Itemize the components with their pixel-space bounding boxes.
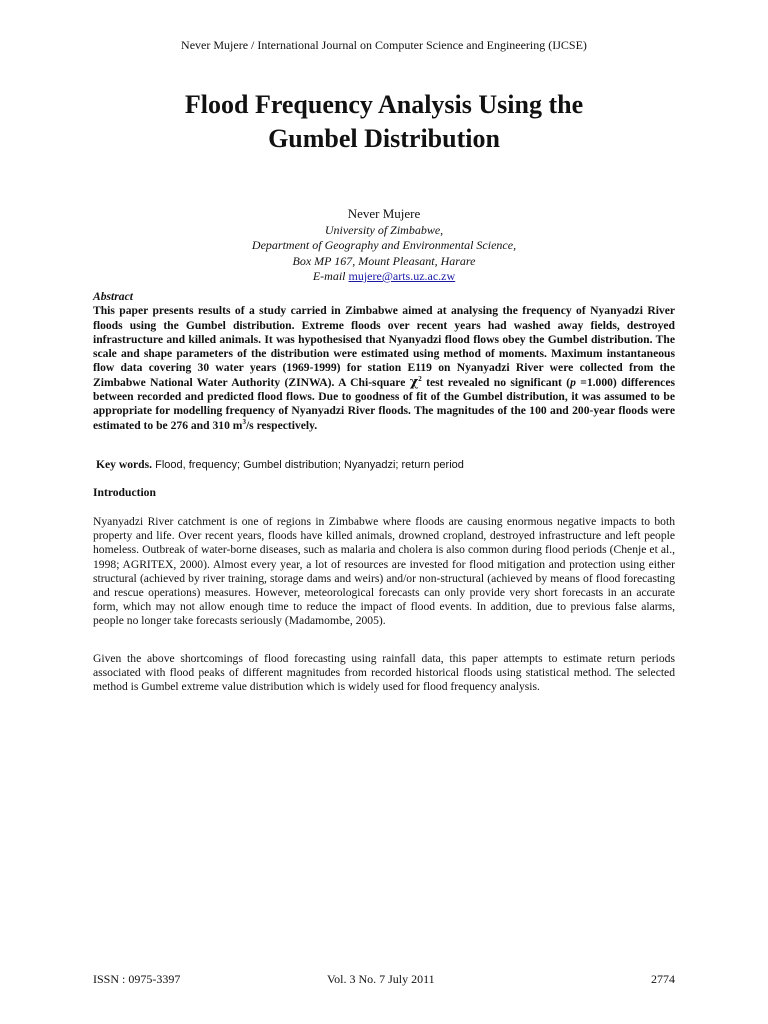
chi-square-symbol: χ	[409, 374, 419, 390]
introduction-heading: Introduction	[93, 486, 156, 499]
introduction-paragraph-2: Given the above shortcomings of flood forecasting using rainfall data, this paper attempts to estimate return periods associated with flood peaks of different magnitudes from recorded historical floods using statistical method. The selected method is Gumbel extreme value distribution which is widely used for flood frequency analysis.	[93, 652, 675, 694]
keywords-label: Key words.	[96, 458, 153, 471]
affiliation-university: University of Zimbabwe,	[324, 222, 444, 237]
paper-title	[0, 88, 768, 156]
email-label: E-mail	[312, 269, 349, 283]
unit-superscript: 3	[242, 417, 246, 426]
abstract-heading: Abstract	[93, 290, 133, 303]
author-name: Never Mujere	[347, 206, 421, 221]
introduction-paragraph-1: Nyanyadzi River catchment is one of regions in Zimbabwe where floods are causing enormous negative impacts to both property and life. Over recent years, floods have killed animals, drowned cropland, destroyed infrastructure and left people homeless. Outbreak of water-borne diseases, such as malaria and cholera is also common during flood periods (Chenje et al., 1998; AGRITEX, 2000). Almost every year, a lot of resources are invested for flood mitigation and protection using either structural (achieved by river training, storage dams and weirs) and/or non-structural (achieved by means of flood forecasting and rescue operations) measures. However, meteorological forecasts can only provide very short forecasts in an accurate form, which may not allow enough time to reduce the impact of flood events. In addition, due to previous false alarms, people no longer take forecasts seriously (Madamombe, 2005).	[93, 515, 675, 628]
abstract-text-4: /s respectively.	[245, 418, 318, 432]
running-head: Never Mujere / International Journal on Computer Science and Engineering (IJCSE)	[181, 38, 587, 52]
abstract-body	[93, 304, 675, 433]
email-link[interactable]: mujere@arts.uz.ac.zw	[348, 269, 456, 283]
footer-issn: ISSN : 0975-3397	[93, 972, 181, 986]
abstract-text-3: =1.000) differences between recorded and predicted flood flows. Due to goodness of fit of the Gumbel distribution, it was assumed to be appropriate for modelling frequency of Nyanyadzi River floods. The magnitudes of the 100 and 200-year floods were estimated to be 276 and 310 m	[93, 375, 675, 432]
abstract-text-2: test revealed no significant (	[421, 375, 571, 389]
chi-superscript: 2	[418, 374, 422, 383]
abstract-section	[93, 290, 675, 433]
email-line	[0, 269, 768, 285]
affiliation-address: Box MP 167, Mount Pleasant, Harare	[292, 253, 476, 268]
affiliation-department: Department of Geography and Environmental Science,	[251, 238, 517, 252]
keywords-line	[96, 458, 678, 471]
title-line-1: Flood Frequency Analysis Using the	[184, 90, 584, 119]
footer-volume: Vol. 3 No. 7 July 2011	[327, 972, 435, 986]
footer-page-number: 2774	[651, 972, 675, 986]
p-symbol: p	[570, 375, 576, 389]
abstract-text-1: This paper presents results of a study carried in Zimbabwe aimed at analysing the frequency of Nyanyadzi River floods using the Gumbel distribution. Extreme floods over recent years had washed away fields, destroyed infrastructure and killed animals. It was hypothesised that Nyanyadzi flood flows obey the Gumbel distribution. The scale and shape parameters of the distribution were estimated using method of moments. Maximum instantaneous flow data covering 30 water years (1969-1999) for station E119 on Nyanyadzi River were collected from the Zimbabwe National Water Authority (ZINWA). A Chi-square	[93, 304, 675, 389]
title-line-2: Gumbel Distribution	[268, 124, 500, 153]
keywords-text: Flood, frequency; Gumbel distribution; Nyanyadzi; return period	[152, 459, 464, 471]
author-block	[0, 206, 768, 285]
